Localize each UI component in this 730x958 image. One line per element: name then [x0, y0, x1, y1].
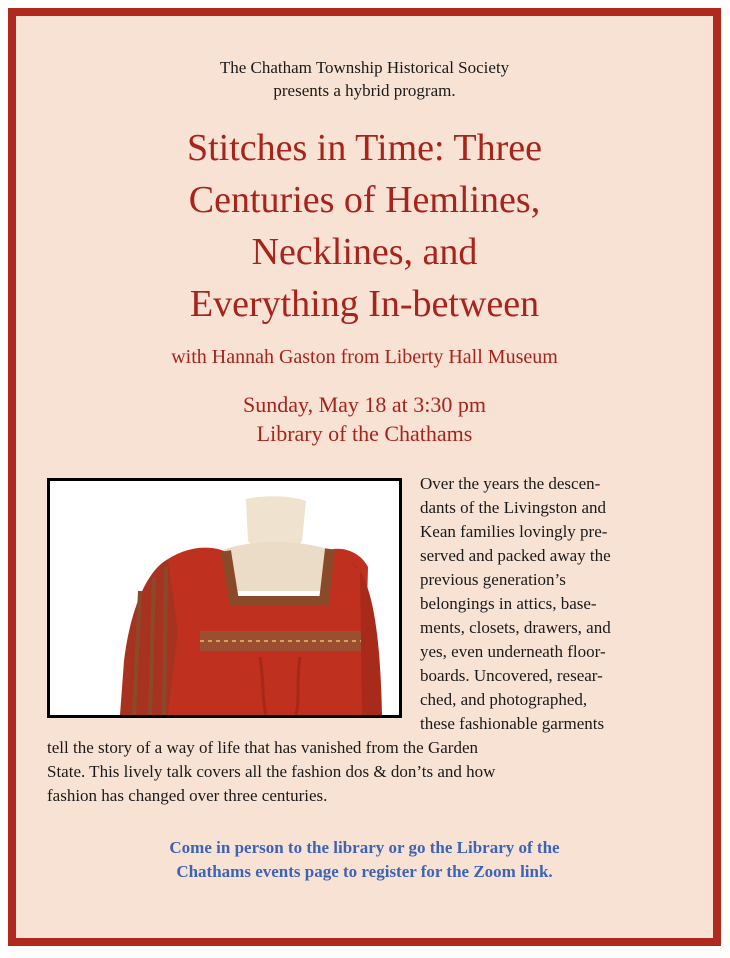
- description-line: served and packed away the: [420, 546, 611, 565]
- description-line: State. This lively talk covers all the fashion dos & don’ts and how: [47, 762, 496, 781]
- description-line: boards. Uncovered, resear-: [420, 666, 603, 685]
- description-line: these fashionable garments: [420, 714, 605, 733]
- call-to-action-line: Chathams events page to register for the Zoom link.: [176, 862, 553, 881]
- title-line: Necklines, and: [251, 231, 478, 273]
- description-line: tell the story of a way of life that has vanished from the Garden: [47, 738, 479, 757]
- description-line: yes, even underneath floor-: [420, 642, 606, 661]
- description-line: ments, closets, drawers, and: [420, 618, 611, 637]
- description-line: belongings in attics, base-: [420, 594, 597, 613]
- event-date-time: Sunday, May 18 at 3:30 pm: [243, 392, 486, 417]
- program-type-line: presents a hybrid program.: [273, 81, 456, 100]
- title-line: Centuries of Hemlines,: [188, 179, 541, 221]
- organizer-line: The Chatham Township Historical Society: [219, 58, 510, 77]
- description-line: fashion has changed over three centuries.: [47, 786, 328, 805]
- call-to-action-line: Come in person to the library or go the Library of the: [169, 838, 560, 857]
- description-line: dants of the Livingston and: [420, 498, 607, 517]
- description-line: previous generation’s: [420, 570, 566, 589]
- guest-speaker: with Hannah Gaston from Liberty Hall Museum: [171, 346, 558, 368]
- description-line: Kean families lovingly pre-: [420, 522, 608, 541]
- description-line: ched, and photographed,: [420, 690, 588, 709]
- title-line: Stitches in Time: Three: [186, 127, 543, 169]
- event-venue: Library of the Chathams: [256, 421, 473, 446]
- title-line: Everything In-between: [189, 283, 540, 325]
- event-title: [16, 122, 713, 330]
- description-line: Over the years the descen-: [420, 474, 601, 493]
- dress-illustration: [50, 481, 399, 715]
- dress-photo: [47, 478, 402, 718]
- event-flyer: [8, 8, 721, 946]
